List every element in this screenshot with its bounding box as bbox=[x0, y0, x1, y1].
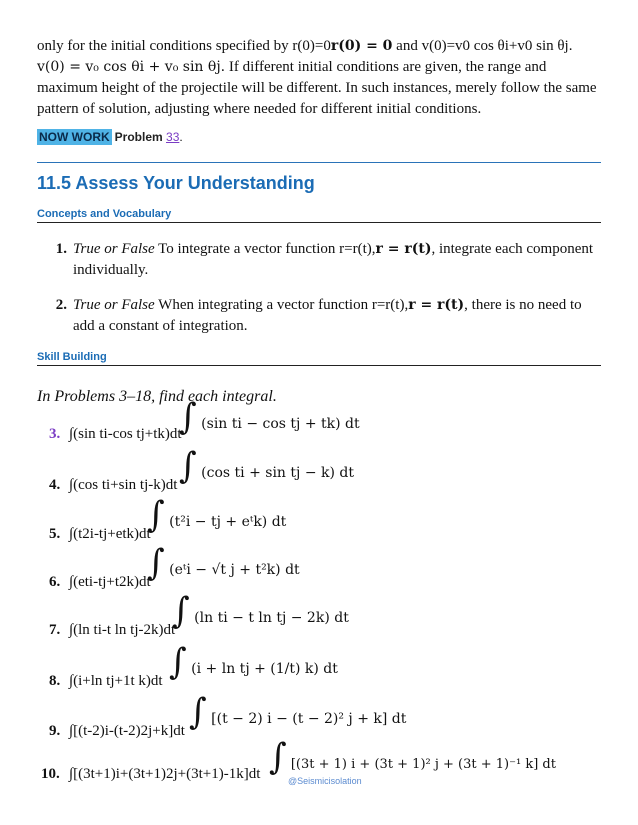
now-work-period: . bbox=[179, 130, 183, 144]
tf-list bbox=[37, 239, 601, 337]
tf-math: r = r(t) bbox=[375, 241, 432, 257]
integral-sign-icon: ∫ bbox=[179, 445, 197, 487]
tf-prefix: True or False bbox=[73, 297, 155, 313]
problem-text: ∫(sin ti-cos tj+tk)dt bbox=[69, 426, 182, 442]
tf-math: r = r(t) bbox=[408, 297, 465, 313]
problem-number: 6. bbox=[49, 574, 61, 590]
intro-text: only for the initial conditions specified by bbox=[37, 38, 289, 54]
problem-number: 8. bbox=[49, 673, 61, 689]
tf-plain: r=r(t), bbox=[371, 297, 409, 313]
intro-paragraph bbox=[37, 36, 601, 120]
formula-body: (cos ti + sin tj − k) dt bbox=[201, 465, 354, 481]
skill-heading: Skill Building bbox=[37, 351, 601, 366]
problem-text: ∫(eti-tj+t2k)dt bbox=[69, 574, 151, 590]
problem-number: 9. bbox=[49, 723, 61, 739]
tf-text bbox=[73, 295, 601, 337]
tf-item-2 bbox=[37, 295, 601, 337]
intro-plain-r0: r(0)=0 bbox=[292, 38, 331, 54]
problem-formula bbox=[179, 445, 354, 487]
page bbox=[37, 36, 601, 406]
problem-text: ∫(t2i-tj+etk)dt bbox=[69, 526, 151, 542]
tf-text bbox=[73, 239, 601, 281]
integral-sign-icon: ∫ bbox=[179, 396, 197, 438]
problem-text: ∫(cos ti+sin tj-k)dt bbox=[69, 477, 178, 493]
problem-number: 7. bbox=[49, 622, 61, 638]
problem-number[interactable]: 3. bbox=[49, 426, 61, 442]
problem-text: ∫[(t-2)i-(t-2)2j+k]dt bbox=[69, 723, 185, 739]
problem-formula bbox=[179, 396, 360, 438]
tf-prefix: True or False bbox=[73, 241, 155, 257]
problem-formula bbox=[147, 494, 287, 536]
tf-body: To integrate a vector function bbox=[158, 241, 336, 257]
problems-intro: In Problems 3–18, find each integral. bbox=[37, 388, 277, 405]
section-divider bbox=[37, 162, 601, 163]
formula-body: (sin ti − cos tj + tk) dt bbox=[201, 416, 360, 432]
formula-body: [(3t + 1) i + (3t + 1)² j + (3t + 1)⁻¹ k] dt bbox=[290, 757, 556, 772]
formula-body: (eᵗi − √t j + t²k) dt bbox=[169, 562, 300, 578]
intro-math-v0: v(0) = v₀ cos θi + v₀ sin θj. bbox=[37, 59, 226, 75]
now-work-link[interactable]: 33 bbox=[166, 130, 180, 144]
problem-formula bbox=[189, 691, 407, 733]
intro-math-r0: r(0) = 0 bbox=[330, 38, 393, 54]
intro-text-2: If different initial conditions are given, the range and maximum height of the projectile will be different. In such instances, merely follow the same pattern of solution, adjusting where needed for different initial conditions. bbox=[37, 59, 597, 117]
problem-text: ∫(ln ti-t ln tj-2k)dt bbox=[69, 622, 176, 638]
tf-body-2: , integrate each component individually. bbox=[73, 241, 594, 278]
tf-body-2: , there is no need to add a constant of integration. bbox=[73, 297, 582, 334]
problem-number: 4. bbox=[49, 477, 61, 493]
section-title: 11.5 Assess Your Understanding bbox=[37, 173, 315, 193]
formula-body: (i + ln tj + (1/t) k) dt bbox=[191, 661, 338, 677]
intro-and: and bbox=[396, 38, 418, 54]
integral-sign-icon: ∫ bbox=[189, 691, 207, 733]
tf-body: When integrating a vector function bbox=[158, 297, 369, 313]
formula-body: (t²i − tj + eᵗk) dt bbox=[169, 514, 287, 530]
integral-sign-icon: ∫ bbox=[147, 494, 165, 536]
now-work-label: Problem bbox=[114, 130, 163, 144]
integral-sign-icon: ∫ bbox=[269, 736, 287, 778]
intro-plain-v0: v(0)=v0 cos θi+v0 sin θj. bbox=[421, 38, 573, 54]
integral-sign-icon: ∫ bbox=[172, 590, 190, 632]
watermark: @Seismicisolation bbox=[288, 776, 362, 786]
tf-item-1 bbox=[37, 239, 601, 281]
formula-body: (ln ti − t ln tj − 2k) dt bbox=[194, 610, 349, 626]
problem-formula bbox=[172, 590, 349, 632]
integral-sign-icon: ∫ bbox=[147, 542, 165, 584]
formula-body: [(t − 2) i − (t − 2)² j + k] dt bbox=[211, 711, 407, 727]
problem-number: 10. bbox=[41, 766, 60, 782]
tf-num: 1. bbox=[55, 241, 67, 257]
problem-formula bbox=[147, 542, 300, 584]
problem-text: ∫(i+ln tj+1t k)dt bbox=[69, 673, 163, 689]
problem-number: 5. bbox=[49, 526, 61, 542]
problem-formula bbox=[169, 641, 338, 683]
problem-text: ∫[(3t+1)i+(3t+1)2j+(3t+1)-1k]dt bbox=[69, 766, 261, 782]
concepts-heading: Concepts and Vocabulary bbox=[37, 208, 601, 223]
now-work bbox=[37, 130, 601, 144]
now-work-badge: NOW WORK bbox=[39, 130, 110, 144]
problem-formula bbox=[269, 736, 556, 778]
tf-num: 2. bbox=[55, 297, 67, 313]
integral-sign-icon: ∫ bbox=[169, 641, 187, 683]
tf-plain: r=r(t), bbox=[339, 241, 376, 257]
